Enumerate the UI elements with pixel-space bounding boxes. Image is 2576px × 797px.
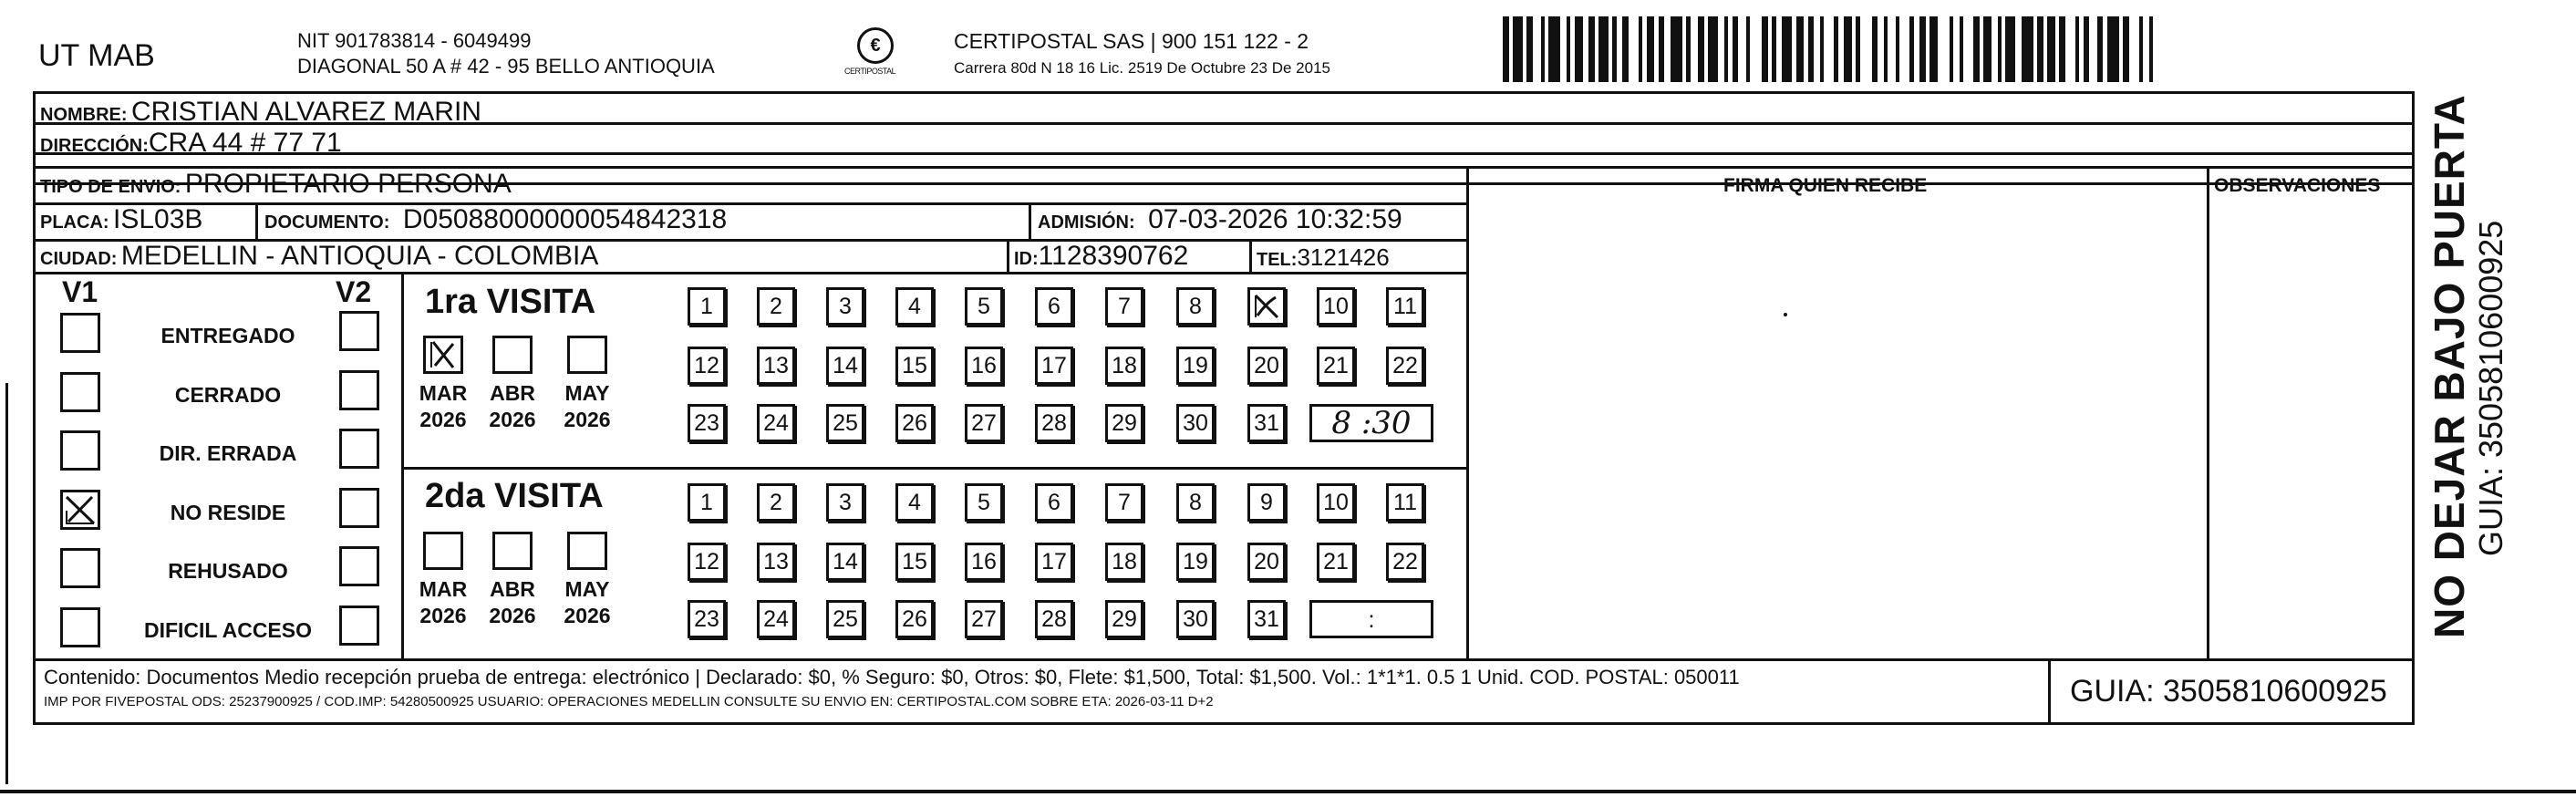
document-label: DOCUMENTO: [264, 212, 390, 233]
barcode-bar [1647, 16, 1655, 82]
barcode-bar [1796, 16, 1805, 82]
barcode-bar [1533, 16, 1541, 82]
visit1-time-field[interactable] [1309, 404, 1433, 442]
visit2-day-10[interactable]: 10 [1317, 483, 1355, 522]
visit2-day-17[interactable]: 17 [1035, 543, 1073, 581]
barcode-bar [1575, 16, 1583, 82]
visit2-day-12[interactable]: 12 [688, 543, 726, 581]
signature-area[interactable] [1469, 202, 2207, 658]
visit2-day-13[interactable]: 13 [757, 543, 795, 581]
barcode-bar [2107, 16, 2119, 82]
visit1-day-27[interactable]: 27 [965, 404, 1003, 442]
visit2-day-11[interactable]: 11 [1386, 483, 1424, 522]
v1-checkbox-cerrado[interactable] [60, 372, 100, 412]
visit2-day-21[interactable]: 21 [1317, 543, 1355, 581]
visit1-day-2[interactable]: 2 [757, 287, 795, 326]
visit1-month-checkbox-abr[interactable] [492, 336, 533, 374]
status-label-dir-errada: DIR. ERRADA [159, 441, 297, 465]
shipment-type-label: TIPO DE ENVIO: [40, 177, 181, 197]
visit2-day-31[interactable]: 31 [1247, 600, 1286, 638]
visit2-day-27[interactable]: 27 [965, 600, 1003, 638]
visit2-day-30[interactable]: 30 [1176, 600, 1215, 638]
side-guia: GUIA: 3505810600925 [2472, 220, 2509, 556]
visit1-day-29[interactable]: 29 [1105, 404, 1143, 442]
company-name: UT MAB [38, 38, 155, 73]
visit2-day-6[interactable]: 6 [1035, 483, 1073, 522]
visit2-day-22[interactable]: 22 [1386, 543, 1424, 581]
company-address: DIAGONAL 50 A # 42 - 95 BELLO ANTIOQUIA [297, 55, 715, 78]
v2-checkbox-entregado[interactable] [339, 311, 379, 351]
visit1-day-9[interactable] [1247, 287, 1286, 326]
visit1-day-15[interactable]: 15 [895, 347, 934, 385]
visit2-year-label: 2026 [419, 603, 467, 627]
carrier-name: CERTIPOSTAL SAS | 900 151 122 - 2 [954, 29, 1309, 53]
visit2-month-label-may: MAY [564, 577, 610, 601]
v1-checkbox-dificil-acceso[interactable] [60, 607, 100, 647]
visit1-day-4[interactable]: 4 [895, 287, 934, 326]
visit1-year-label: 2026 [489, 407, 536, 431]
visit2-day-7[interactable]: 7 [1105, 483, 1143, 522]
visit2-day-28[interactable]: 28 [1035, 600, 1073, 638]
barcode-bar [1782, 16, 1792, 82]
visit2-day-1[interactable]: 1 [688, 483, 726, 522]
id-label: ID: [1014, 249, 1039, 269]
city-label: CIUDAD: [40, 249, 118, 269]
visit1-month-checkbox-mar[interactable] [423, 336, 463, 374]
visit2-day-2[interactable]: 2 [757, 483, 795, 522]
v2-checkbox-dificil-acceso[interactable] [339, 606, 379, 646]
v2-checkbox-rehusado[interactable] [339, 546, 379, 586]
visit2-month-label-mar: MAR [419, 577, 468, 601]
admission-value: 07-03-2026 10:32:59 [1148, 204, 1402, 234]
barcode-bar [1888, 16, 1896, 82]
status-label-entregado: ENTREGADO [160, 324, 295, 347]
recipient-name: CRISTIAN ALVAREZ MARIN [131, 97, 481, 127]
barcode-bar [2089, 16, 2097, 82]
visit1-month-label-may: MAY [564, 381, 610, 405]
barcode-bar [2022, 16, 2033, 82]
observations-area[interactable] [2209, 202, 2412, 658]
barcode-bar [1963, 16, 1973, 82]
visit1-day-25[interactable]: 25 [826, 404, 864, 442]
v2-checkbox-dir-errada[interactable] [339, 429, 379, 469]
barcode-bar [2005, 16, 2015, 82]
barcode-bar [2047, 16, 2055, 82]
barcode-bar [1513, 16, 1523, 82]
admission-label: ADMISIÓN: [1038, 212, 1135, 233]
tel-label: TEL: [1257, 250, 1298, 270]
visit1-time-value: 8 :30 [1331, 405, 1412, 441]
visit2-year-label: 2026 [489, 603, 536, 627]
visit2-day-8[interactable]: 8 [1176, 483, 1215, 522]
carrier-license: Carrera 80d N 18 16 Lic. 2519 De Octubre 23 De 2015 [954, 59, 1330, 77]
visit1-day-16[interactable]: 16 [965, 347, 1003, 385]
barcode-bar [1938, 16, 1950, 82]
visit2-day-9[interactable]: 9 [1247, 483, 1286, 522]
visit1-day-26[interactable]: 26 [895, 404, 934, 442]
id-value: 1128390762 [1038, 241, 1189, 271]
visit1-title: 1ra VISITA [425, 283, 596, 321]
visit1-day-24[interactable]: 24 [757, 404, 795, 442]
footer-contents: Contenido: Documentos Medio recepción prueba de entrega: electrónico | Declarado: $0, % Seguro: $0, Otros: $0, Flete: $1,500, Total: $1,500. Vol.: 1*1*1. 0.5 1 Unid. COD. POSTAL: 050011 [44, 666, 1740, 688]
visit1-day-22[interactable]: 22 [1386, 347, 1424, 385]
barcode-bar [1691, 16, 1699, 82]
plate-label: PLACA: [40, 212, 109, 233]
shipment-type: PROPIETARIO PERSONA [184, 169, 512, 199]
name-label: NOMBRE: [40, 105, 128, 125]
visit2-time-value: : [1368, 605, 1375, 633]
status-label-dificil-acceso: DIFICIL ACCESO [143, 618, 312, 642]
barcode-bar [1598, 16, 1609, 82]
visit2-month-checkbox-may[interactable] [567, 532, 607, 570]
visit1-day-17[interactable]: 17 [1035, 347, 1073, 385]
visit1-month-label-abr: ABR [490, 381, 535, 405]
visit2-day-25[interactable]: 25 [826, 600, 864, 638]
visit2-day-29[interactable]: 29 [1105, 600, 1143, 638]
v1-checkbox-entregado[interactable] [60, 313, 100, 353]
visit2-day-20[interactable]: 20 [1247, 543, 1286, 581]
plate-value: ISL03B [113, 204, 203, 234]
document-value: D05088000000054842318 [402, 204, 728, 234]
visit1-day-30[interactable]: 30 [1176, 404, 1215, 442]
visit1-year-label: 2026 [419, 407, 467, 431]
observations-header: OBSERVACIONES [2214, 175, 2381, 196]
barcode-bar [1860, 16, 1872, 82]
barcode-bar [2065, 16, 2075, 82]
visit1-day-28[interactable]: 28 [1035, 404, 1073, 442]
visit1-day-23[interactable]: 23 [688, 404, 726, 442]
barcode-bar [1738, 16, 1746, 82]
visit2-day-24[interactable]: 24 [757, 600, 795, 638]
v2-checkbox-cerrado[interactable] [339, 370, 379, 410]
visit2-day-18[interactable]: 18 [1105, 543, 1143, 581]
certipostal-logo-text: CERTIPOSTAL [844, 67, 896, 76]
tel-value: 3121426 [1297, 243, 1390, 271]
city-value: MEDELLIN - ANTIOQUIA - COLOMBIA [120, 241, 599, 271]
barcode-bar [1548, 16, 1560, 82]
footer-guia: GUIA: 3505810600925 [2070, 674, 2387, 709]
visit2-month-label-abr: ABR [490, 577, 535, 601]
visit1-day-18[interactable]: 18 [1105, 347, 1143, 385]
visit2-day-19[interactable]: 19 [1176, 543, 1215, 581]
visit1-month-label-mar: MAR [419, 381, 468, 405]
visit2-month-checkbox-abr[interactable] [492, 532, 533, 570]
barcode-bar [1671, 16, 1682, 82]
v1-checkbox-dir-errada[interactable] [60, 430, 100, 471]
visit2-day-3[interactable]: 3 [826, 483, 864, 522]
visit2-day-26[interactable]: 26 [895, 600, 934, 638]
status-label-cerrado: CERRADO [174, 383, 282, 407]
visit1-year-label: 2026 [564, 407, 611, 431]
visit2-day-5[interactable]: 5 [965, 483, 1003, 522]
visit1-day-5[interactable]: 5 [965, 287, 1003, 326]
status-label-no-reside: NO RESIDE [170, 501, 286, 524]
company-nit: NIT 901783814 - 6049499 [297, 29, 532, 52]
visit2-title: 2da VISITA [425, 477, 604, 515]
visit1-day-3[interactable]: 3 [826, 287, 864, 326]
visit1-day-6[interactable]: 6 [1035, 287, 1073, 326]
visit1-day-21[interactable]: 21 [1317, 347, 1355, 385]
certipostal-logo-icon: € [857, 27, 894, 64]
visit1-day-10[interactable]: 10 [1317, 287, 1355, 326]
visit1-day-13[interactable]: 13 [757, 347, 795, 385]
visit1-day-19[interactable]: 19 [1176, 347, 1215, 385]
barcode-bar [1844, 16, 1852, 82]
barcode-bar [1708, 16, 1718, 82]
barcode-bar [1983, 16, 1991, 82]
barcode-bar [1824, 16, 1834, 82]
visit2-day-4[interactable]: 4 [895, 483, 934, 522]
no-dejar-notice: NO DEJAR BAJO PUERTA [2426, 94, 2473, 638]
status-label-rehusado: REHUSADO [168, 559, 288, 583]
visit2-day-14[interactable]: 14 [826, 543, 864, 581]
visit2-day-23[interactable]: 23 [688, 600, 726, 638]
visit1-day-8[interactable]: 8 [1176, 287, 1215, 326]
visit1-day-1[interactable]: 1 [688, 287, 726, 326]
barcode-icon [1503, 16, 2161, 82]
visit1-day-20[interactable]: 20 [1247, 347, 1286, 385]
visit2-year-label: 2026 [564, 603, 611, 627]
barcode-bar [2129, 16, 2139, 82]
visit1-day-12[interactable]: 12 [688, 347, 726, 385]
signature-header: FIRMA QUIEN RECIBE [1723, 175, 1928, 196]
visit2-day-16[interactable]: 16 [965, 543, 1003, 581]
barcode-bar [2153, 16, 2161, 82]
visit1-day-31[interactable]: 31 [1247, 404, 1286, 442]
address-label: DIRECCIÓN: [40, 136, 149, 156]
recipient-address: CRA 44 # 77 71 [148, 128, 342, 158]
v1-checkbox-rehusado[interactable] [60, 548, 100, 588]
visit1-day-11[interactable]: 11 [1386, 287, 1424, 326]
barcode-bar [1750, 16, 1762, 82]
visit2-month-checkbox-mar[interactable] [423, 532, 463, 570]
v1-checkbox-no-reside[interactable] [60, 490, 100, 530]
v2-label: V2 [336, 275, 372, 308]
visit2-time-field[interactable] [1309, 600, 1433, 638]
visit1-day-7[interactable]: 7 [1105, 287, 1143, 326]
visit2-day-15[interactable]: 15 [895, 543, 934, 581]
barcode-bar [1629, 16, 1639, 82]
barcode-bar [1929, 16, 1938, 82]
barcode-bar [1899, 16, 1909, 82]
footer-imp: IMP POR FIVEPOSTAL ODS: 25237900925 / COD.IMP: 54280500925 USUARIO: OPERACIONES MEDELLIN CONSULTE SU ENVIO EN: CERTIPOSTAL.COM SOBRE ETA: 2026-03-11 D+2 [44, 694, 1214, 709]
visit1-month-checkbox-may[interactable] [567, 336, 607, 374]
v2-checkbox-no-reside[interactable] [339, 488, 379, 528]
visit1-day-14[interactable]: 14 [826, 347, 864, 385]
v1-label: V1 [62, 275, 98, 308]
